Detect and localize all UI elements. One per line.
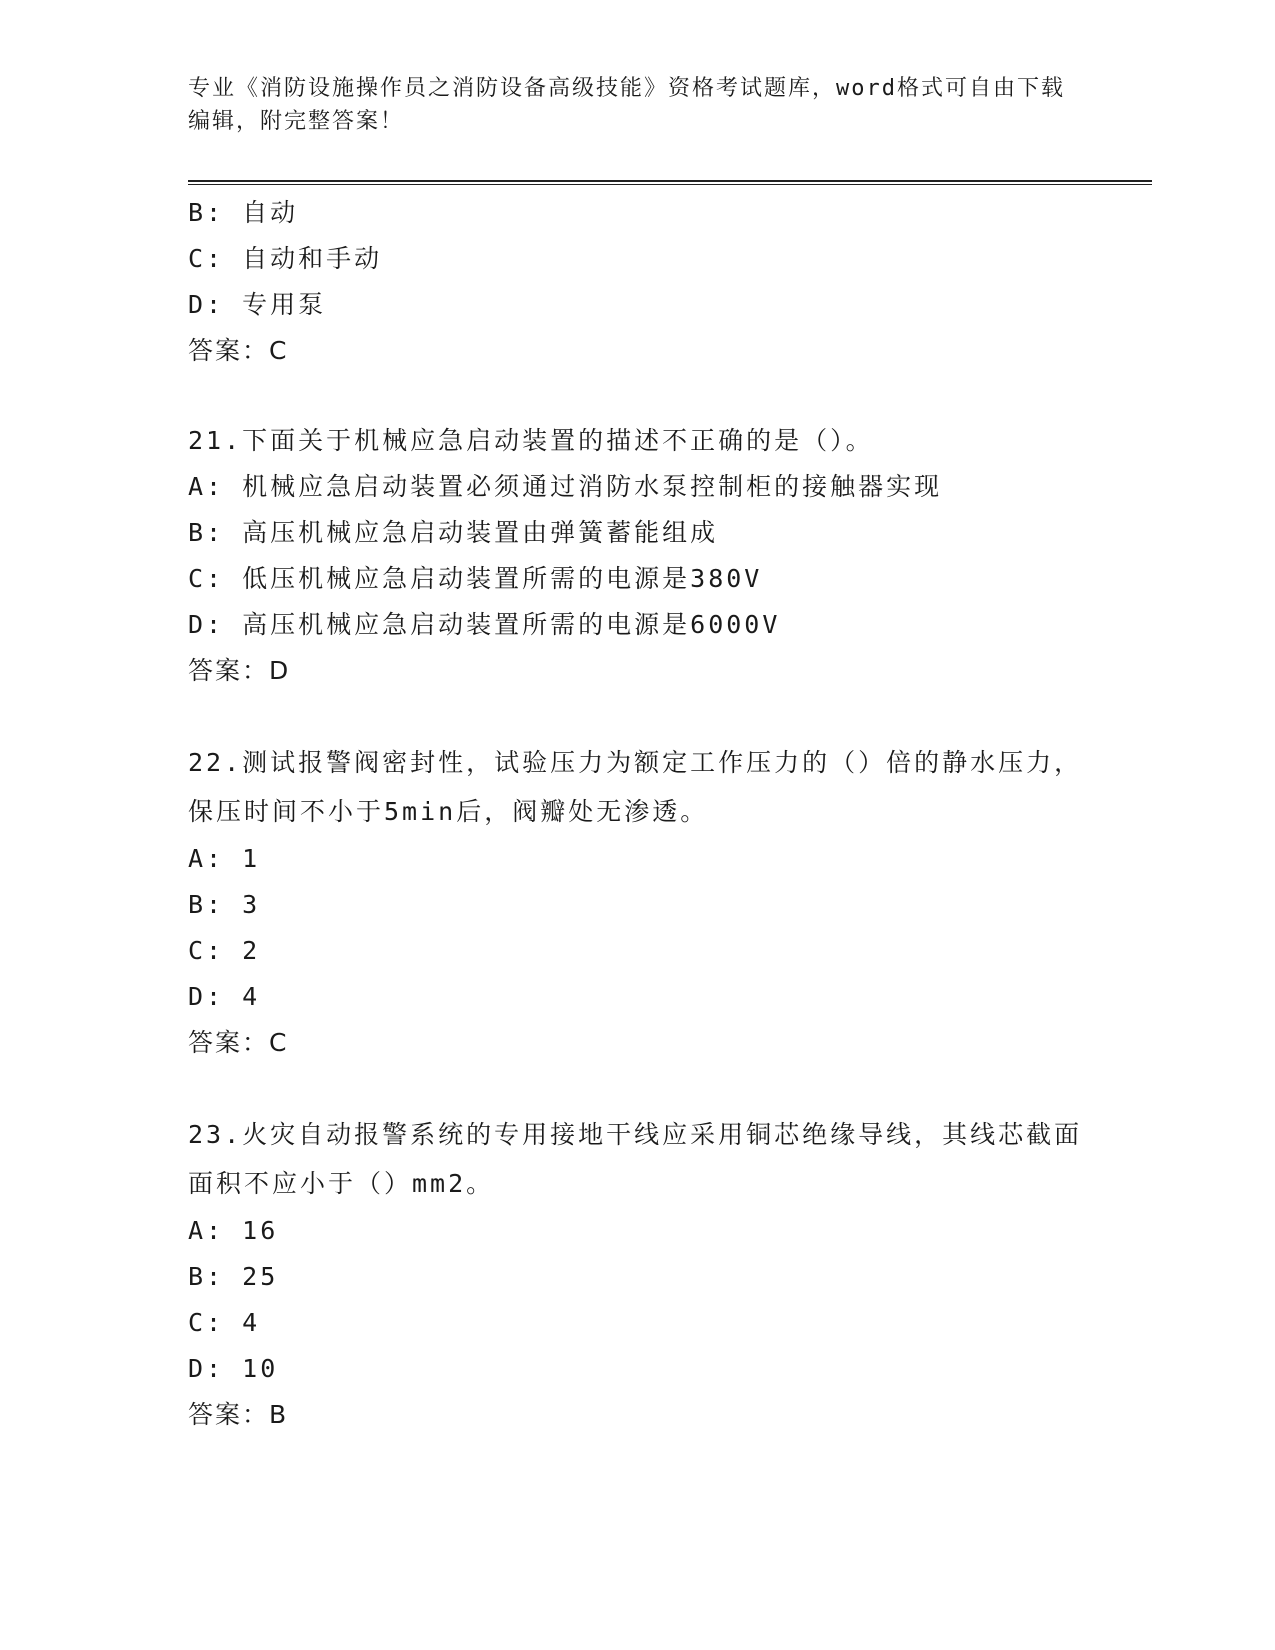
option-a: A: 1: [188, 844, 261, 873]
question-stem: 22.测试报警阀密封性，试验压力为额定工作压力的（）倍的静水压力，保压时间不小于5min后，阀瓣处无渗透。: [188, 748, 1083, 826]
previous-question-tail: [188, 190, 1088, 374]
question-stem: 21.下面关于机械应急启动装置的描述不正确的是（）。: [188, 426, 874, 455]
option-c: C: 2: [188, 936, 261, 965]
header-divider-thin: [188, 184, 1152, 185]
option-b: B: 自动: [188, 198, 299, 227]
document-header: 专业《消防设施操作员之消防设备高级技能》资格考试题库，word格式可自由下载编辑，附完整答案！: [188, 76, 1065, 134]
option-c: C: 低压机械应急启动装置所需的电源是380V: [188, 564, 763, 593]
option-a: A: 机械应急启动装置必须通过消防水泵控制柜的接触器实现: [188, 472, 943, 501]
question-stem: 23.火灾自动报警系统的专用接地干线应采用铜芯绝缘导线，其线芯截面面积不应小于（）mm2。: [188, 1120, 1083, 1198]
option-c: C: 自动和手动: [188, 244, 383, 273]
answer-line: 答案：C: [188, 1028, 289, 1057]
answer-line: 答案：D: [188, 656, 291, 685]
option-a: A: 16: [188, 1216, 279, 1245]
answer-line: 答案：C: [188, 336, 289, 365]
option-c: C: 4: [188, 1308, 261, 1337]
option-d: D: 专用泵: [188, 290, 327, 319]
question-22: [188, 738, 1088, 1066]
option-b: B: 高压机械应急启动装置由弹簧蓄能组成: [188, 518, 719, 547]
header-divider: [188, 180, 1152, 182]
option-d: D: 高压机械应急启动装置所需的电源是6000V: [188, 610, 781, 639]
option-b: B: 25: [188, 1262, 279, 1291]
question-21: [188, 418, 1088, 694]
question-list: [188, 190, 1088, 1438]
option-d: D: 10: [188, 1354, 279, 1383]
answer-line: 答案：B: [188, 1400, 289, 1429]
question-23: [188, 1110, 1088, 1438]
option-d: D: 4: [188, 982, 261, 1011]
option-b: B: 3: [188, 890, 261, 919]
